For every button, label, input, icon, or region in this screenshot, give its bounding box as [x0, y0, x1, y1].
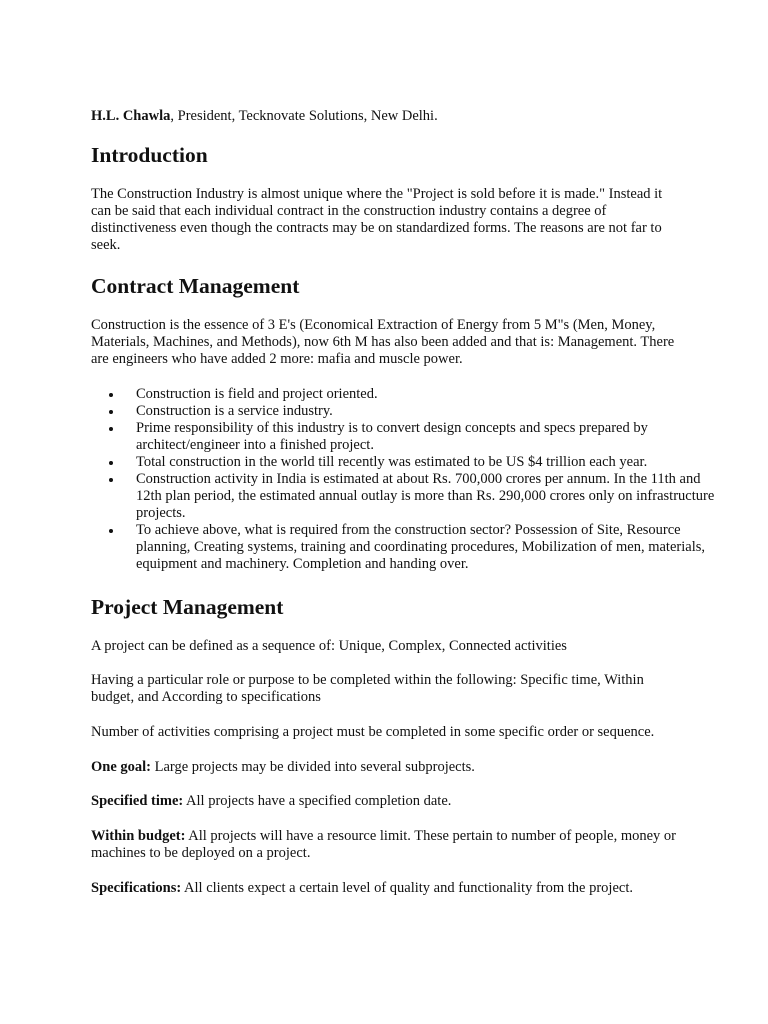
heading-project-management: Project Management — [91, 595, 284, 619]
item-label: One goal: — [91, 759, 152, 775]
project-paragraph-2: Having a particular role or purpose to be completed within the following: Specific time, Within budget, and According to specifications — [91, 672, 644, 705]
contract-bullet-list — [91, 386, 726, 573]
author-name: H.L. Chawla — [91, 108, 171, 124]
list-item: Construction activity in India is estimated at about Rs. 700,000 crores per annum. In the 11th and 12th plan period, the estimated annual outlay is more than Rs. 290,000 crores only on infrastructure projects. — [136, 471, 726, 522]
project-item-specifications — [91, 880, 681, 897]
heading-contract-management: Contract Management — [91, 274, 300, 298]
item-text: All clients expect a certain level of quality and functionality from the project. — [181, 880, 633, 896]
list-item: Construction is a service industry. — [136, 403, 726, 420]
list-item: Prime responsibility of this industry is to convert design concepts and specs prepared by architect/engineer into a finished project. — [136, 420, 726, 454]
item-label: Specifications: — [91, 880, 182, 896]
list-item: Construction is field and project oriented. — [136, 386, 726, 403]
project-paragraph-3: Number of activities comprising a project must be completed in some specific order or sequence. — [91, 724, 655, 740]
item-text: Large projects may be divided into several subprojects. — [151, 759, 475, 775]
author-affiliation: , President, Tecknovate Solutions, New Delhi. — [170, 108, 438, 124]
list-item: Total construction in the world till recently was estimated to be US $4 trillion each year. — [136, 454, 726, 471]
item-text: All projects will have a resource limit. These pertain to number of people, money or machines to be deployed on a project. — [91, 828, 677, 861]
project-paragraph-1: A project can be defined as a sequence of: Unique, Complex, Connected activities — [91, 638, 567, 654]
item-text: All projects have a specified completion date. — [183, 793, 452, 809]
item-label: Within budget: — [91, 828, 186, 844]
item-label: Specified time: — [91, 793, 184, 809]
list-item: To achieve above, what is required from the construction sector? Possession of Site, Resource planning, Creating systems, training and coordinating procedures, Mobilization of men, materials, equipment and machinery. Completion and handing over. — [136, 522, 726, 573]
project-item-within-budget — [91, 828, 681, 862]
project-item-specified-time — [91, 793, 681, 810]
contract-paragraph: Construction is the essence of 3 E's (Economical Extraction of Energy from 5 M"s (Men, Money, Materials, Machines, and Methods), now 6th M has also been added and that is: Management. There are engineers who have added 2 more: mafia and muscle power. — [91, 317, 675, 367]
project-item-one-goal — [91, 759, 681, 776]
author-byline — [91, 107, 438, 125]
heading-introduction: Introduction — [91, 143, 208, 167]
intro-paragraph: The Construction Industry is almost unique where the "Project is sold before it is made." Instead it can be said that each individual contract in the construction industry contains a degree of distinctiveness even though the contracts may be on standardized forms. The reasons are not far to seek. — [91, 186, 663, 253]
